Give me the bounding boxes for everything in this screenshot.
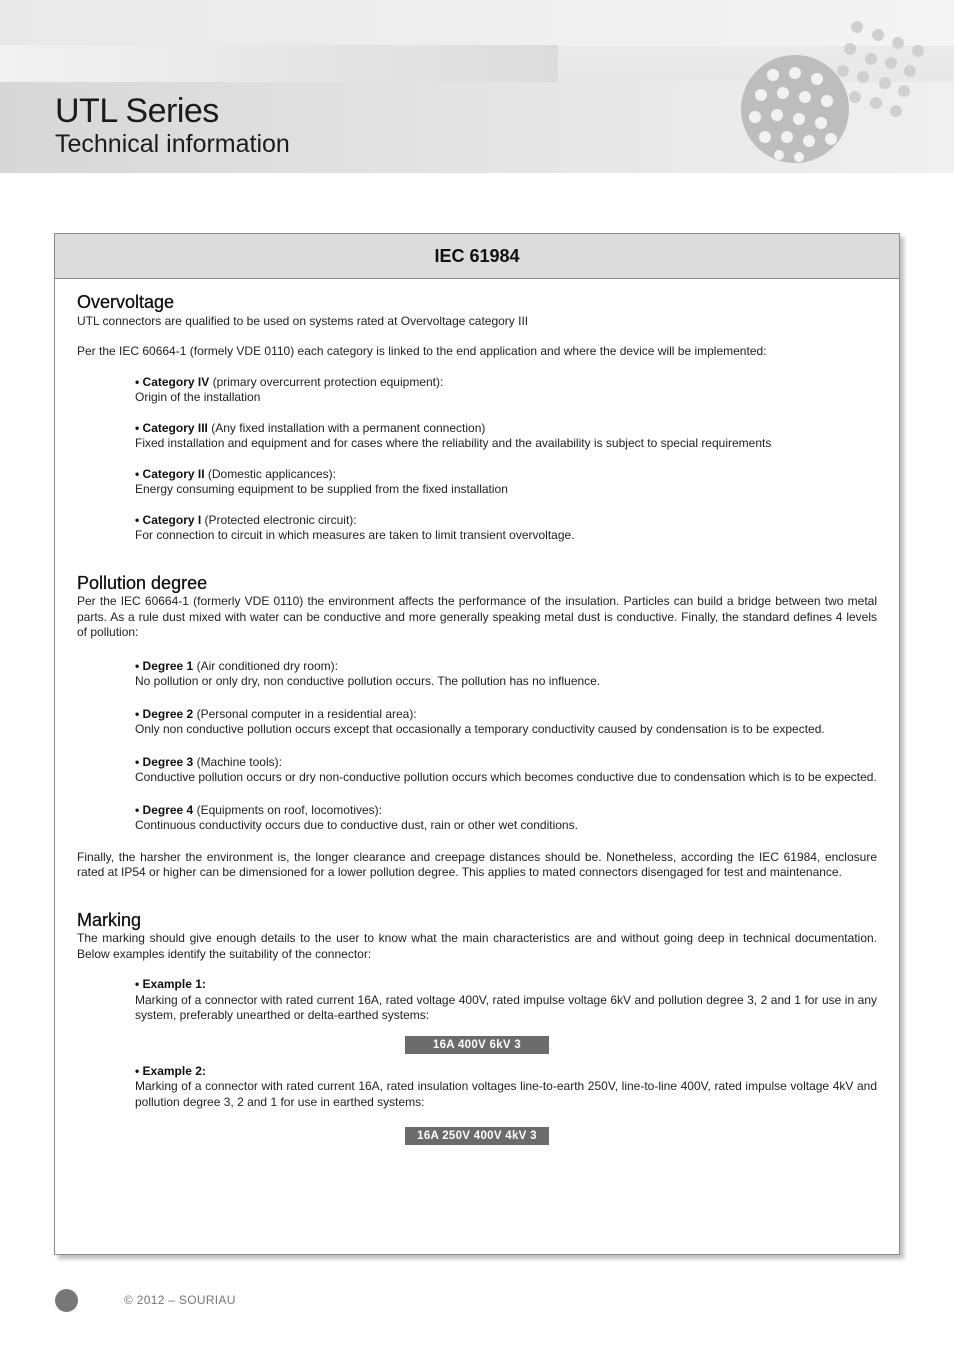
pollution-intro: Per the IEC 60664-1 (formerly VDE 0110) the environment affects the performance of the insulation. Particles can build a bridge between two metal parts. As a rule dust mixed with water can be conductive and more generally speaking metal dust is conductive. Finally, the standard defines 4 levels of pollution:: [77, 594, 877, 639]
category-label: • Category IV: [135, 374, 210, 389]
category-label: • Category I: [135, 512, 202, 527]
iec-61984-panel: [54, 233, 900, 1255]
marking-badge: 16A 400V 6kV 3: [405, 1036, 549, 1054]
overvoltage-intro-2: Per the IEC 60664-1 (formely VDE 0110) each category is linked to the end application and where the device will be implemented:: [77, 344, 767, 358]
degree-note: (Machine tools):: [193, 754, 282, 769]
page-marker-dot: [55, 1289, 78, 1312]
degree-note: (Air conditioned dry room):: [193, 658, 338, 673]
category-note: (Protected electronic circuit):: [201, 512, 357, 527]
marking-intro: The marking should give enough details to the user to know what the main characteristics are and without going deep in technical documentation. Below examples identify the suitability of the connector:: [77, 931, 877, 961]
degree-desc: Conductive pollution occurs or dry non-conductive pollution occurs which becomes conductive due to condensation which is to be expected.: [135, 770, 877, 784]
example-desc: Marking of a connector with rated current 16A, rated insulation voltages line-to-earth 250V, line-to-line 400V, rated impulse voltage 4kV and pollution degree 3, 2 and 1 for use in earthed systems:: [135, 1079, 877, 1109]
category-label: • Category III: [135, 420, 208, 435]
degree-note: (Equipments on roof, locomotives):: [193, 802, 382, 817]
list-item: [135, 803, 877, 834]
category-desc: Origin of the installation: [135, 390, 261, 404]
marking-heading: Marking: [77, 909, 142, 930]
category-note: (primary overcurrent protection equipment):: [209, 374, 444, 389]
pollution-conclusion: Finally, the harsher the environment is, the longer clearance and creepage distances should be. Nonetheless, according the IEC 61984, enclosure rated at IP54 or higher can be dimensioned for a lower pollution degree. This applies to mated connectors disengaged for test and maintenance.: [77, 849, 877, 879]
list-item: [135, 755, 877, 786]
category-desc: Energy consuming equipment to be supplied from the fixed installation: [135, 482, 508, 496]
list-item: [135, 659, 877, 690]
degree-desc: No pollution or only dry, non conductive pollution occurs. The pollution has no influence.: [135, 674, 601, 688]
overvoltage-intro-1: UTL connectors are qualified to be used on systems rated at Overvoltage category III: [77, 313, 529, 328]
marking-example-list: [77, 977, 877, 1024]
connector-dots-logo-icon: [735, 15, 935, 175]
overvoltage-heading: Overvoltage: [77, 292, 175, 312]
series-subtitle: Technical information: [55, 130, 290, 158]
category-list: [77, 375, 877, 544]
degree-label: • Degree 1: [135, 658, 194, 673]
list-item: [135, 513, 877, 544]
category-label: • Category II: [135, 466, 205, 481]
list-item: [135, 467, 877, 498]
panel-body: [55, 279, 899, 1145]
example-label: • Example 2:: [135, 1063, 206, 1078]
list-item: [135, 977, 877, 1024]
series-title: UTL Series: [55, 92, 219, 130]
panel-title: IEC 61984: [55, 234, 899, 279]
degree-desc: Only non conductive pollution occurs except that occasionally a temporary conductivity caused by condensation is to be expected.: [135, 722, 825, 736]
pollution-heading: Pollution degree: [77, 572, 208, 593]
degree-note: (Personal computer in a residential area):: [193, 706, 417, 721]
category-note: (Any fixed installation with a permanent connection): [207, 420, 486, 435]
header-band: [0, 0, 954, 173]
degree-label: • Degree 4: [135, 802, 194, 817]
category-desc: For connection to circuit in which measures are taken to limit transient overvoltage.: [135, 528, 575, 542]
list-item: [135, 1064, 877, 1111]
degree-desc: Continuous conductivity occurs due to conductive dust, rain or other wet conditions.: [135, 818, 578, 832]
marking-badge: 16A 250V 400V 4kV 3: [405, 1127, 549, 1145]
example-label: • Example 1:: [135, 977, 206, 991]
footer-copyright: © 2012 – SOURIAU: [124, 1293, 236, 1307]
header-stripe-mid: [0, 45, 558, 82]
list-item: [135, 421, 877, 452]
list-item: [135, 375, 877, 406]
pollution-degree-list: [77, 659, 877, 834]
category-desc: Fixed installation and equipment and for cases where the reliability and the availability is subject to special requirements: [135, 436, 772, 450]
category-note: (Domestic applicances):: [204, 466, 336, 481]
degree-label: • Degree 3: [135, 754, 194, 769]
list-item: [135, 707, 877, 738]
example-desc: Marking of a connector with rated current 16A, rated voltage 400V, rated impulse voltage 6kV and pollution degree 3, 2 and 1 for use in any system, preferably unearthed or delta-earthed systems:: [135, 992, 877, 1022]
degree-label: • Degree 2: [135, 706, 194, 721]
